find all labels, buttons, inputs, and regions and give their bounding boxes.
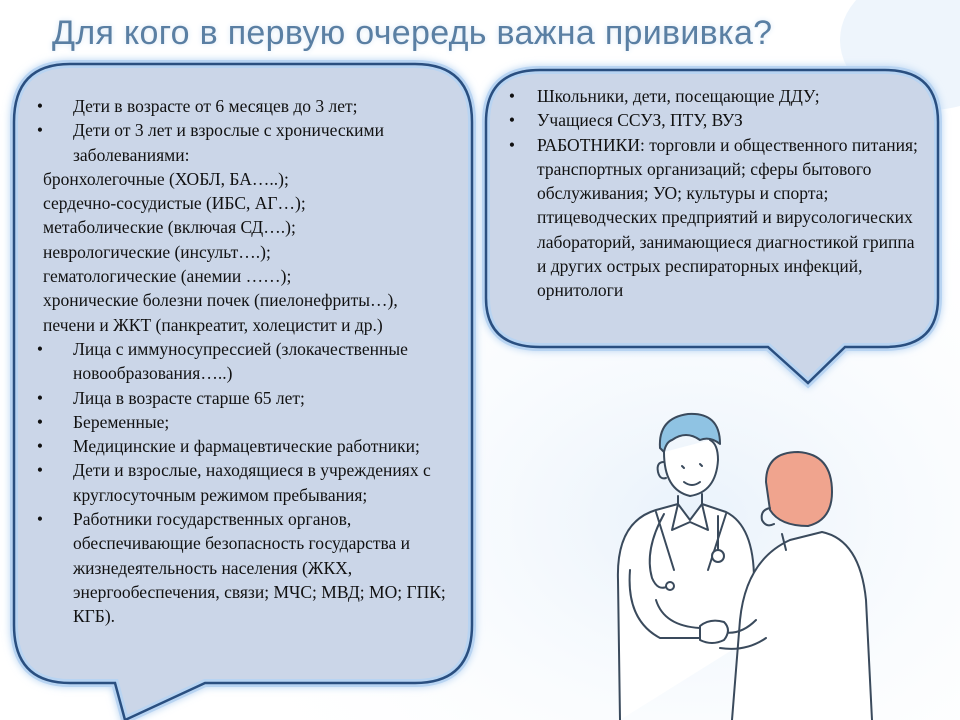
right-bullet-item (503, 108, 928, 132)
left-bullet-item (33, 118, 473, 167)
bullet-icon: • (36, 436, 44, 457)
left-item-text: неврологические (инсульт….); (43, 241, 271, 262)
bullet-icon: • (36, 411, 44, 432)
left-item-text: бронхолегочные (ХОБЛ, БА…..); (43, 168, 289, 189)
left-item-text: Работники государственных органов, обеспечивающие безопасность государства и жизнедеятельность населения (ЖКХ, энергообеспечения, связи; МЧС; МВД; МО; ГПК; КГБ). (73, 509, 446, 627)
left-sub-item (33, 288, 473, 312)
left-bullet-item (33, 94, 473, 118)
bullet-icon: • (36, 120, 44, 141)
left-item-text: сердечно-сосудистые (ИБС, АГ…); (43, 193, 306, 214)
left-sub-item (33, 167, 473, 191)
left-item-text: Беременные; (73, 411, 170, 432)
left-item-text: печени и ЖКТ (панкреатит, холецистит и др.) (43, 314, 383, 335)
left-sub-item (33, 240, 473, 264)
left-bubble-list (33, 94, 473, 629)
left-sub-item (33, 191, 473, 215)
left-bullet-item (33, 458, 473, 507)
left-bullet-item (33, 507, 473, 628)
slide-title: Для кого в первую очередь важна прививка? (52, 14, 773, 52)
bullet-icon: • (508, 86, 516, 106)
right-item-text: Учащиеся ССУЗ, ПТУ, ВУЗ (537, 110, 743, 131)
left-item-text: метаболические (включая СД….); (43, 217, 296, 238)
left-bullet-item (33, 410, 473, 434)
left-item-text: Медицинские и фармацевтические работники; (73, 436, 420, 457)
right-bullet-item (503, 133, 928, 303)
left-bullet-item (33, 386, 473, 410)
left-bullet-item (33, 337, 473, 386)
left-item-text: Лица в возрасте старше 65 лет; (73, 387, 305, 408)
left-item-text: Дети от 3 лет и взрослые с хроническими заболеваниями: (73, 120, 384, 165)
left-sub-item (33, 264, 473, 288)
left-item-text: Дети и взрослые, находящиеся в учреждениях с круглосуточным режимом пребывания; (73, 460, 431, 505)
bullet-icon: • (36, 338, 44, 359)
bullet-icon: • (36, 96, 44, 116)
left-sub-item (33, 313, 473, 337)
right-bullet-item (503, 84, 928, 108)
left-bullet-item (33, 434, 473, 458)
left-item-text: хронические болезни почек (пиелонефриты…), (43, 290, 398, 311)
bullet-icon: • (508, 134, 516, 155)
doctor-patient-illustration (560, 400, 960, 720)
bullet-icon: • (36, 387, 44, 408)
bullet-icon: • (36, 509, 44, 530)
right-item-text: Школьники, дети, посещающие ДДУ; (537, 86, 820, 106)
left-sub-item (33, 215, 473, 239)
bullet-icon: • (508, 110, 516, 131)
bullet-icon: • (36, 460, 44, 481)
right-item-text: РАБОТНИКИ: торговли и общественного питания; транспортных организаций; сферы бытового обслуживания; УО; культуры и спорта; птицеводческих предприятий и вирусологических лабораторий, занимающиеся диагностикой гриппа и других острых респираторных инфекций, орнитологи (537, 134, 918, 301)
left-item-text: Лица с иммуносупрессией (злокачественные новообразования…..) (73, 338, 408, 384)
right-bubble-list (503, 84, 928, 303)
left-item-text: гематологические (анемии ……); (43, 266, 292, 287)
left-item-text: Дети в возрасте от 6 месяцев до 3 лет; (73, 96, 358, 116)
